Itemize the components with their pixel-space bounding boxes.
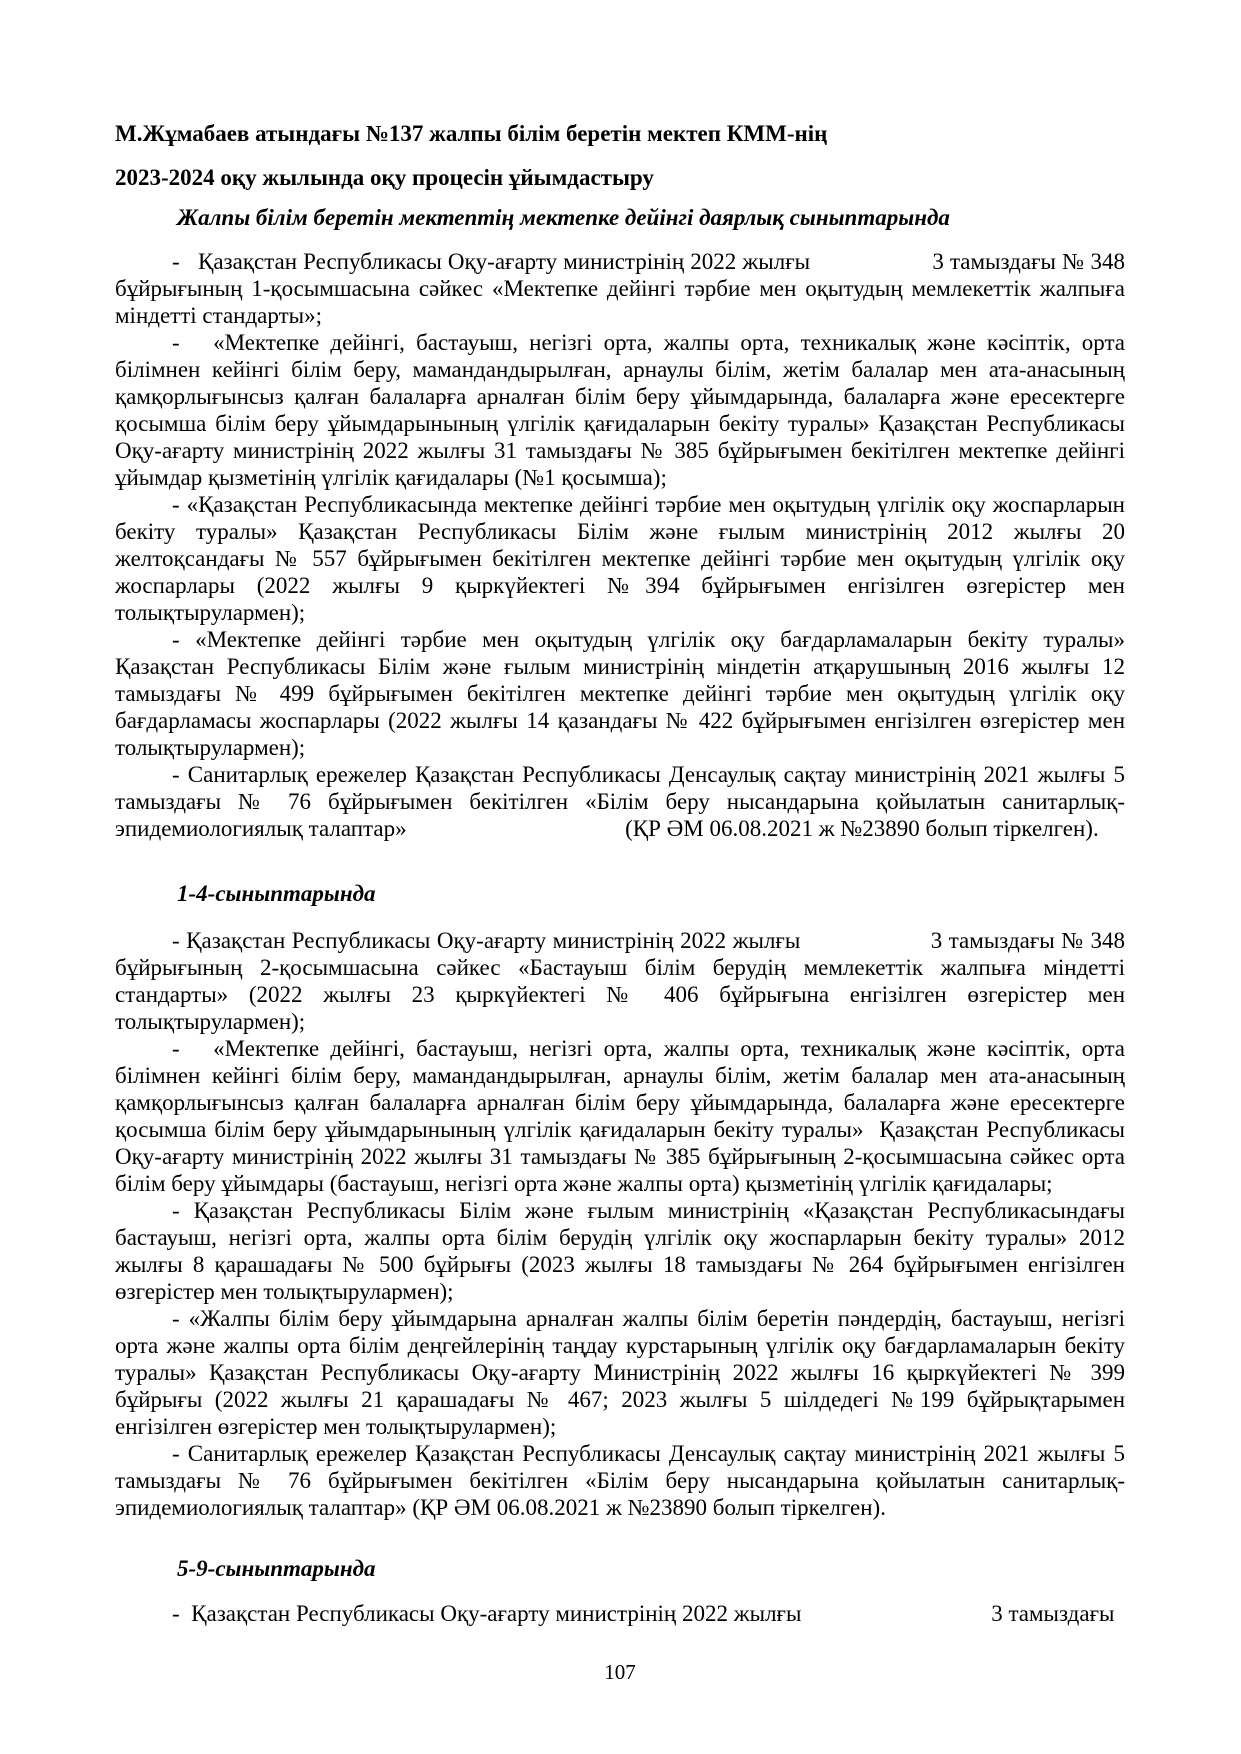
paragraph-grades14-1: - Қазақстан Республикасы Оқу-ағарту министрінің 2022 жылғы 3 тамыздағы № 348 бұйрығының 2-қосымшасына сәйкес «Бастауыш білім берудің мемлекеттік жалпыға міндетті стандарты» (2022 жылғы 23 қыркүйектегі № 406 бұйрығына енгізілген өзгерістер мен толықтырулармен); bbox=[115, 928, 1125, 1034]
page-number: 107 bbox=[604, 1660, 636, 1684]
section-heading-grades-1-4: 1-4-сыныптарында bbox=[177, 881, 376, 906]
paragraph-grades14-4: - «Жалпы білім беру ұйымдарына арналған жалпы білім беретін пәндердің, бастауыш, негізгі орта және жалпы орта білім деңгейлерінің таңдау курстарының үлгілік оқу бағдарламаларын бекіту туралы» Қазақстан Республикасы Оқу-ағарту Министрінің 2022 жылғы 16 қыркүйектегі № 399 бұйрығы (2022 жылғы 21 қарашадағы № 467; 2023 жылғы 5 шілдедегі №199 бұйрықтарымен енгізілген өзгерістер мен толықтырулармен); bbox=[115, 1306, 1125, 1439]
paragraph-grades14-3: - Қазақстан Республикасы Білім және ғылым министрінің «Қазақстан Республикасындағы бастауыш, негізгі орта, жалпы орта білім берудің үлгілік оқу жоспарларын бекіту туралы» 2012 жылғы 8 қарашадағы № 500 бұйрығы (2023 жылғы 18 тамыздағы № 264 бұйрығымен енгізілген өзгерістер мен толықтырулармен); bbox=[115, 1198, 1125, 1304]
paragraph-preschool-2: - «Мектепке дейінгі, бастауыш, негізгі орта, жалпы орта, техникалық және кәсіптік, орта білімнен кейінгі білім беру, мамандандырылған, арнаулы білім, жетім балалар мен ата-анасының қамқорлығынсыз қалған балаларға арналған білім беру ұйымдарында, балаларға және ересектерге қосымша білім беру ұйымдарынының үлгілік қағидаларын бекіту туралы» Қазақстан Республикасы Оқу-ағарту министрінің 2022 жылғы 31 тамыздағы № 385 бұйрығымен бекітілген мектепке дейінгі ұйымдар қызметінің үлгілік қағидалары (№1 қосымша); bbox=[115, 330, 1125, 490]
doc-title-line2: 2023-2024 оқу жылында оқу процесін ұйымдастыру bbox=[115, 165, 654, 190]
paragraph-preschool-5: - Санитарлық ережелер Қазақстан Республикасы Денсаулық сақтау министрінің 2021 жылғы 5 тамыздағы № 76 бұйрығымен бекітілген «Білім беру нысандарына қойылатын санитарлық-эпидемиологиялық талаптар» (ҚР ӘМ 06.08.2021 ж №23890 болып тіркелген). bbox=[115, 762, 1125, 841]
paragraph-grades14-5: - Санитарлық ережелер Қазақстан Республикасы Денсаулық сақтау министрінің 2021 жылғы 5 тамыздағы № 76 бұйрығымен бекітілген «Білім беру нысандарына қойылатын санитарлық-эпидемиологиялық талаптар» (ҚР ӘМ 06.08.2021 ж №23890 болып тіркелген). bbox=[115, 1441, 1125, 1520]
paragraph-grades59-1: - Қазақстан Республикасы Оқу-ағарту министрінің 2022 жылғы 3 тамыздағы bbox=[172, 1601, 1115, 1626]
doc-title-line1: М.Жұмабаев атындағы №137 жалпы білім беретін мектеп КММ-нің bbox=[115, 121, 828, 146]
section-heading-grades-5-9: 5-9-сыныптарында bbox=[177, 1556, 376, 1581]
paragraph-preschool-1: - Қазақстан Республикасы Оқу-ағарту министрінің 2022 жылғы 3 тамыздағы № 348 бұйрығының 1-қосымшасына сәйкес «Мектепке дейінгі тәрбие мен оқытудың мемлекеттік жалпыға міндетті стандарты»; bbox=[115, 249, 1125, 328]
section-heading-preschool: Жалпы білім беретін мектептің мектепке дейінгі даярлық сыныптарында bbox=[177, 205, 950, 230]
paragraph-preschool-3: - «Қазақстан Республикасында мектепке дейінгі тәрбие мен оқытудың үлгілік оқу жоспарларын бекіту туралы» Қазақстан Республикасы Білім және ғылым министрінің 2012 жылғы 20 желтоқсандағы № 557 бұйрығымен бекітілген мектепке дейінгі тәрбие мен оқытудың үлгілік оқу жоспарлары (2022 жылғы 9 қыркүйектегі №394 бұйрығымен енгізілген өзгерістер мен толықтырулармен); bbox=[115, 492, 1125, 625]
paragraph-preschool-4: - «Мектепке дейінгі тәрбие мен оқытудың үлгілік оқу бағдарламаларын бекіту туралы» Қазақстан Республикасы Білім және ғылым министрінің міндетін атқарушының 2016 жылғы 12 тамыздағы № 499 бұйрығымен бекітілген мектепке дейінгі тәрбие мен оқытудың үлгілік оқу бағдарламасы жоспарлары (2022 жылғы 14 қазандағы № 422 бұйрығымен енгізілген өзгерістер мен толықтырулармен); bbox=[115, 627, 1125, 760]
paragraph-grades14-2: - «Мектепке дейінгі, бастауыш, негізгі орта, жалпы орта, техникалық және кәсіптік, орта білімнен кейінгі білім беру, мамандандырылған, арнаулы білім, жетім балалар мен ата-анасының қамқорлығынсыз қалған балаларға арналған білім беру ұйымдарында, балаларға және ересектерге қосымша білім беру ұйымдарынының үлгілік қағидаларын бекіту туралы» Қазақстан Республикасы Оқу-ағарту министрінің 2022 жылғы 31 тамыздағы № 385 бұйрығының 2-қосымшасына сәйкес орта білім беру ұйымдары (бастауыш, негізгі орта және жалпы орта) қызметінің үлгілік қағидалары; bbox=[115, 1036, 1125, 1196]
